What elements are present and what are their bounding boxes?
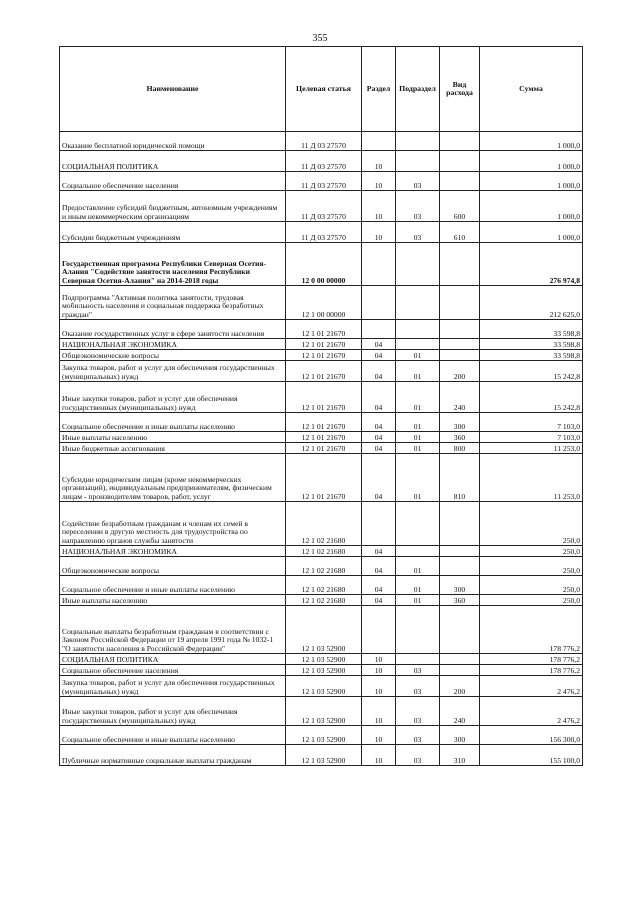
cell-sum: 11 253,0	[480, 454, 583, 502]
cell-target: 11 Д 03 27570	[286, 151, 362, 172]
cell-sum: 212 625,0	[480, 286, 583, 320]
cell-sum: 155 100,0	[480, 745, 583, 766]
cell-section: 04	[362, 350, 396, 361]
cell-section	[362, 606, 396, 654]
cell-section: 10	[362, 222, 396, 243]
cell-target: 12 1 00 00000	[286, 286, 362, 320]
cell-subsection: 03	[396, 726, 440, 745]
cell-subsection: 01	[396, 576, 440, 595]
cell-section: 04	[362, 557, 396, 576]
cell-section: 10	[362, 726, 396, 745]
cell-expense-type	[440, 243, 480, 286]
cell-name: НАЦИОНАЛЬНАЯ ЭКОНОМИКА	[60, 546, 286, 557]
cell-name: Иные закупки товаров, работ и услуг для обеспечения государственных (муниципальных) нужд	[60, 697, 286, 726]
cell-sum: 1 000,0	[480, 191, 583, 222]
cell-expense-type	[440, 151, 480, 172]
cell-target: 12 1 01 21670	[286, 443, 362, 454]
cell-subsection: 03	[396, 665, 440, 676]
cell-section: 04	[362, 576, 396, 595]
cell-section: 04	[362, 339, 396, 350]
cell-expense-type: 310	[440, 745, 480, 766]
cell-subsection	[396, 654, 440, 665]
cell-name: Социальное обеспечение и иные выплаты населению	[60, 726, 286, 745]
table-row	[60, 243, 583, 286]
table-row	[60, 191, 583, 222]
header-sum: Сумма	[480, 47, 583, 132]
cell-section: 10	[362, 697, 396, 726]
cell-expense-type: 610	[440, 222, 480, 243]
table-body	[60, 132, 583, 766]
cell-name: Подпрограмма "Активная политика занятости, трудовая мобильность населения и социальная поддержка безработных граждан"	[60, 286, 286, 320]
cell-name: Иные выплаты населению	[60, 432, 286, 443]
cell-name: Социальное обеспечение и иные выплаты населению	[60, 413, 286, 432]
cell-name: Иные выплаты населению	[60, 595, 286, 606]
cell-expense-type: 240	[440, 382, 480, 413]
cell-subsection: 01	[396, 350, 440, 361]
cell-subsection: 03	[396, 191, 440, 222]
cell-name: Общеэкономические вопросы	[60, 557, 286, 576]
cell-sum: 33 598,8	[480, 320, 583, 339]
cell-name: Закупка товаров, работ и услуг для обеспечения государственных (муниципальных) нужд	[60, 361, 286, 382]
header-name: Наименование	[60, 47, 286, 132]
cell-section: 04	[362, 546, 396, 557]
cell-name: Иные бюджетные ассигнования	[60, 443, 286, 454]
cell-sum: 276 974,8	[480, 243, 583, 286]
cell-subsection	[396, 546, 440, 557]
table-row	[60, 222, 583, 243]
cell-sum: 1 000,0	[480, 151, 583, 172]
cell-section	[362, 286, 396, 320]
table-row	[60, 546, 583, 557]
cell-sum: 2 476,2	[480, 676, 583, 697]
cell-section: 10	[362, 151, 396, 172]
cell-target: 11 Д 03 27570	[286, 132, 362, 151]
cell-name: Социальное обеспечение населения	[60, 665, 286, 676]
cell-expense-type	[440, 172, 480, 191]
table-row	[60, 697, 583, 726]
cell-section	[362, 243, 396, 286]
cell-target: 12 1 01 21670	[286, 350, 362, 361]
cell-section: 10	[362, 665, 396, 676]
cell-expense-type: 300	[440, 576, 480, 595]
cell-expense-type: 600	[440, 191, 480, 222]
table-header-row	[60, 47, 583, 132]
cell-sum: 33 598,8	[480, 339, 583, 350]
cell-sum: 15 242,8	[480, 382, 583, 413]
cell-target: 12 1 01 21670	[286, 432, 362, 443]
header-target: Целевая статья	[286, 47, 362, 132]
cell-section: 04	[362, 443, 396, 454]
cell-sum: 178 776,2	[480, 654, 583, 665]
budget-table	[59, 46, 583, 766]
cell-target: 11 Д 03 27570	[286, 191, 362, 222]
cell-sum: 7 103,0	[480, 432, 583, 443]
table-row	[60, 676, 583, 697]
cell-target: 12 1 02 21680	[286, 546, 362, 557]
cell-expense-type: 240	[440, 697, 480, 726]
cell-subsection: 03	[396, 676, 440, 697]
cell-target: 12 1 01 21670	[286, 413, 362, 432]
cell-sum: 250,0	[480, 546, 583, 557]
cell-target: 12 1 03 52900	[286, 654, 362, 665]
cell-target: 12 1 03 52900	[286, 745, 362, 766]
cell-sum: 15 242,8	[480, 361, 583, 382]
cell-target: 12 1 01 21670	[286, 454, 362, 502]
cell-expense-type	[440, 654, 480, 665]
cell-subsection	[396, 243, 440, 286]
cell-section: 04	[362, 382, 396, 413]
cell-sum: 1 000,0	[480, 132, 583, 151]
cell-subsection	[396, 339, 440, 350]
cell-subsection	[396, 606, 440, 654]
table-row	[60, 172, 583, 191]
table-row	[60, 557, 583, 576]
cell-subsection: 01	[396, 382, 440, 413]
cell-expense-type	[440, 286, 480, 320]
cell-section: 10	[362, 745, 396, 766]
cell-name: Оказание бесплатной юридической помощи	[60, 132, 286, 151]
cell-section: 10	[362, 654, 396, 665]
table-row	[60, 654, 583, 665]
cell-name: Социальное обеспечение и иные выплаты населению	[60, 576, 286, 595]
cell-target: 12 1 01 21670	[286, 361, 362, 382]
cell-target: 12 1 02 21680	[286, 576, 362, 595]
cell-expense-type	[440, 546, 480, 557]
cell-subsection: 01	[396, 454, 440, 502]
table-row	[60, 151, 583, 172]
cell-target: 12 1 03 52900	[286, 676, 362, 697]
cell-expense-type	[440, 557, 480, 576]
table-row	[60, 665, 583, 676]
cell-subsection: 01	[396, 432, 440, 443]
cell-name: Субсидии юридическим лицам (кроме некоммерческих организаций), индивидуальным предпринимателям, физическим лицам - производителям товаров, работ, услуг	[60, 454, 286, 502]
cell-expense-type: 300	[440, 413, 480, 432]
table-row	[60, 502, 583, 546]
table-row	[60, 413, 583, 432]
cell-expense-type: 200	[440, 676, 480, 697]
cell-name: Иные закупки товаров, работ и услуг для обеспечения государственных (муниципальных) нужд	[60, 382, 286, 413]
cell-sum: 178 776,2	[480, 606, 583, 654]
cell-target: 11 Д 03 27570	[286, 172, 362, 191]
table-row	[60, 132, 583, 151]
cell-section: 04	[362, 413, 396, 432]
cell-sum: 250,0	[480, 502, 583, 546]
cell-name: Закупка товаров, работ и услуг для обеспечения государственных (муниципальных) нужд	[60, 676, 286, 697]
cell-section	[362, 502, 396, 546]
cell-expense-type	[440, 320, 480, 339]
cell-expense-type	[440, 665, 480, 676]
cell-subsection: 01	[396, 413, 440, 432]
cell-subsection: 03	[396, 697, 440, 726]
cell-name: Оказание государственных услуг в сфере занятости населения	[60, 320, 286, 339]
cell-subsection: 03	[396, 745, 440, 766]
cell-sum: 1 000,0	[480, 222, 583, 243]
cell-name: Социальное обеспечение населения	[60, 172, 286, 191]
cell-sum: 11 253,0	[480, 443, 583, 454]
table-row	[60, 286, 583, 320]
cell-subsection: 01	[396, 557, 440, 576]
cell-expense-type	[440, 350, 480, 361]
cell-section	[362, 132, 396, 151]
cell-subsection	[396, 286, 440, 320]
cell-sum: 33 598,8	[480, 350, 583, 361]
cell-name: НАЦИОНАЛЬНАЯ ЭКОНОМИКА	[60, 339, 286, 350]
cell-sum: 2 476,2	[480, 697, 583, 726]
cell-section: 04	[362, 595, 396, 606]
table-row	[60, 320, 583, 339]
cell-name: Социальные выплаты безработным гражданам в соответствии с Законом Российской Федерации от 19 апреля 1991 года № 1032-1 "О занятости населения в Российской Федерации"	[60, 606, 286, 654]
cell-target: 12 1 01 21670	[286, 339, 362, 350]
cell-name: Субсидии бюджетным учреждениям	[60, 222, 286, 243]
cell-section: 04	[362, 454, 396, 502]
cell-name: СОЦИАЛЬНАЯ ПОЛИТИКА	[60, 654, 286, 665]
table-row	[60, 606, 583, 654]
table-row	[60, 726, 583, 745]
cell-target: 12 1 01 21670	[286, 320, 362, 339]
cell-expense-type: 200	[440, 361, 480, 382]
table-row	[60, 350, 583, 361]
cell-subsection	[396, 132, 440, 151]
cell-sum: 250,0	[480, 557, 583, 576]
cell-subsection	[396, 502, 440, 546]
cell-name: Предоставление субсидий бюджетным, автономным учреждениям и иным некоммерческим организациям	[60, 191, 286, 222]
table-row	[60, 443, 583, 454]
cell-subsection: 01	[396, 595, 440, 606]
header-subsection: Подраздел	[396, 47, 440, 132]
header-section: Раздел	[362, 47, 396, 132]
cell-subsection	[396, 320, 440, 339]
cell-section: 04	[362, 432, 396, 443]
cell-subsection	[396, 151, 440, 172]
cell-name: Государственная программа Республики Северная Осетия-Алания "Содействие занятости населения Республики Северная Осетия-Алания" на 2014-2018 годы	[60, 243, 286, 286]
cell-target: 12 1 03 52900	[286, 665, 362, 676]
header-expense-type: Вид расхода	[440, 47, 480, 132]
cell-sum: 1 000,0	[480, 172, 583, 191]
cell-name: Общеэкономические вопросы	[60, 350, 286, 361]
cell-sum: 7 103,0	[480, 413, 583, 432]
cell-expense-type: 360	[440, 595, 480, 606]
table-row	[60, 432, 583, 443]
cell-section: 10	[362, 191, 396, 222]
cell-section: 10	[362, 172, 396, 191]
cell-sum: 250,0	[480, 595, 583, 606]
table-row	[60, 576, 583, 595]
cell-target: 12 1 02 21680	[286, 557, 362, 576]
cell-subsection: 01	[396, 361, 440, 382]
cell-expense-type	[440, 339, 480, 350]
table-row	[60, 361, 583, 382]
cell-expense-type	[440, 132, 480, 151]
cell-section: 10	[362, 676, 396, 697]
cell-target: 12 1 02 21680	[286, 502, 362, 546]
cell-expense-type: 360	[440, 432, 480, 443]
cell-section: 04	[362, 361, 396, 382]
table-row	[60, 745, 583, 766]
cell-target: 12 1 01 21670	[286, 382, 362, 413]
cell-expense-type	[440, 606, 480, 654]
cell-name: Содействие безработным гражданам и членам их семей в переселении в другую местность для трудоустройства по направлению органов службы занятости	[60, 502, 286, 546]
cell-subsection: 01	[396, 443, 440, 454]
cell-expense-type	[440, 502, 480, 546]
cell-expense-type: 810	[440, 454, 480, 502]
table-row	[60, 595, 583, 606]
table-row	[60, 339, 583, 350]
cell-expense-type: 800	[440, 443, 480, 454]
cell-target: 12 1 03 52900	[286, 726, 362, 745]
cell-sum: 156 300,0	[480, 726, 583, 745]
cell-target: 12 1 03 52900	[286, 697, 362, 726]
table-row	[60, 382, 583, 413]
cell-subsection: 03	[396, 172, 440, 191]
cell-sum: 178 776,2	[480, 665, 583, 676]
cell-target: 12 1 02 21680	[286, 595, 362, 606]
cell-target: 11 Д 03 27570	[286, 222, 362, 243]
cell-target: 12 1 03 52900	[286, 606, 362, 654]
cell-name: Публичные нормативные социальные выплаты гражданам	[60, 745, 286, 766]
table-row	[60, 454, 583, 502]
cell-expense-type: 300	[440, 726, 480, 745]
cell-name: СОЦИАЛЬНАЯ ПОЛИТИКА	[60, 151, 286, 172]
page-number: 355	[312, 33, 328, 44]
cell-sum: 250,0	[480, 576, 583, 595]
cell-subsection: 03	[396, 222, 440, 243]
cell-section	[362, 320, 396, 339]
cell-target: 12 0 00 00000	[286, 243, 362, 286]
